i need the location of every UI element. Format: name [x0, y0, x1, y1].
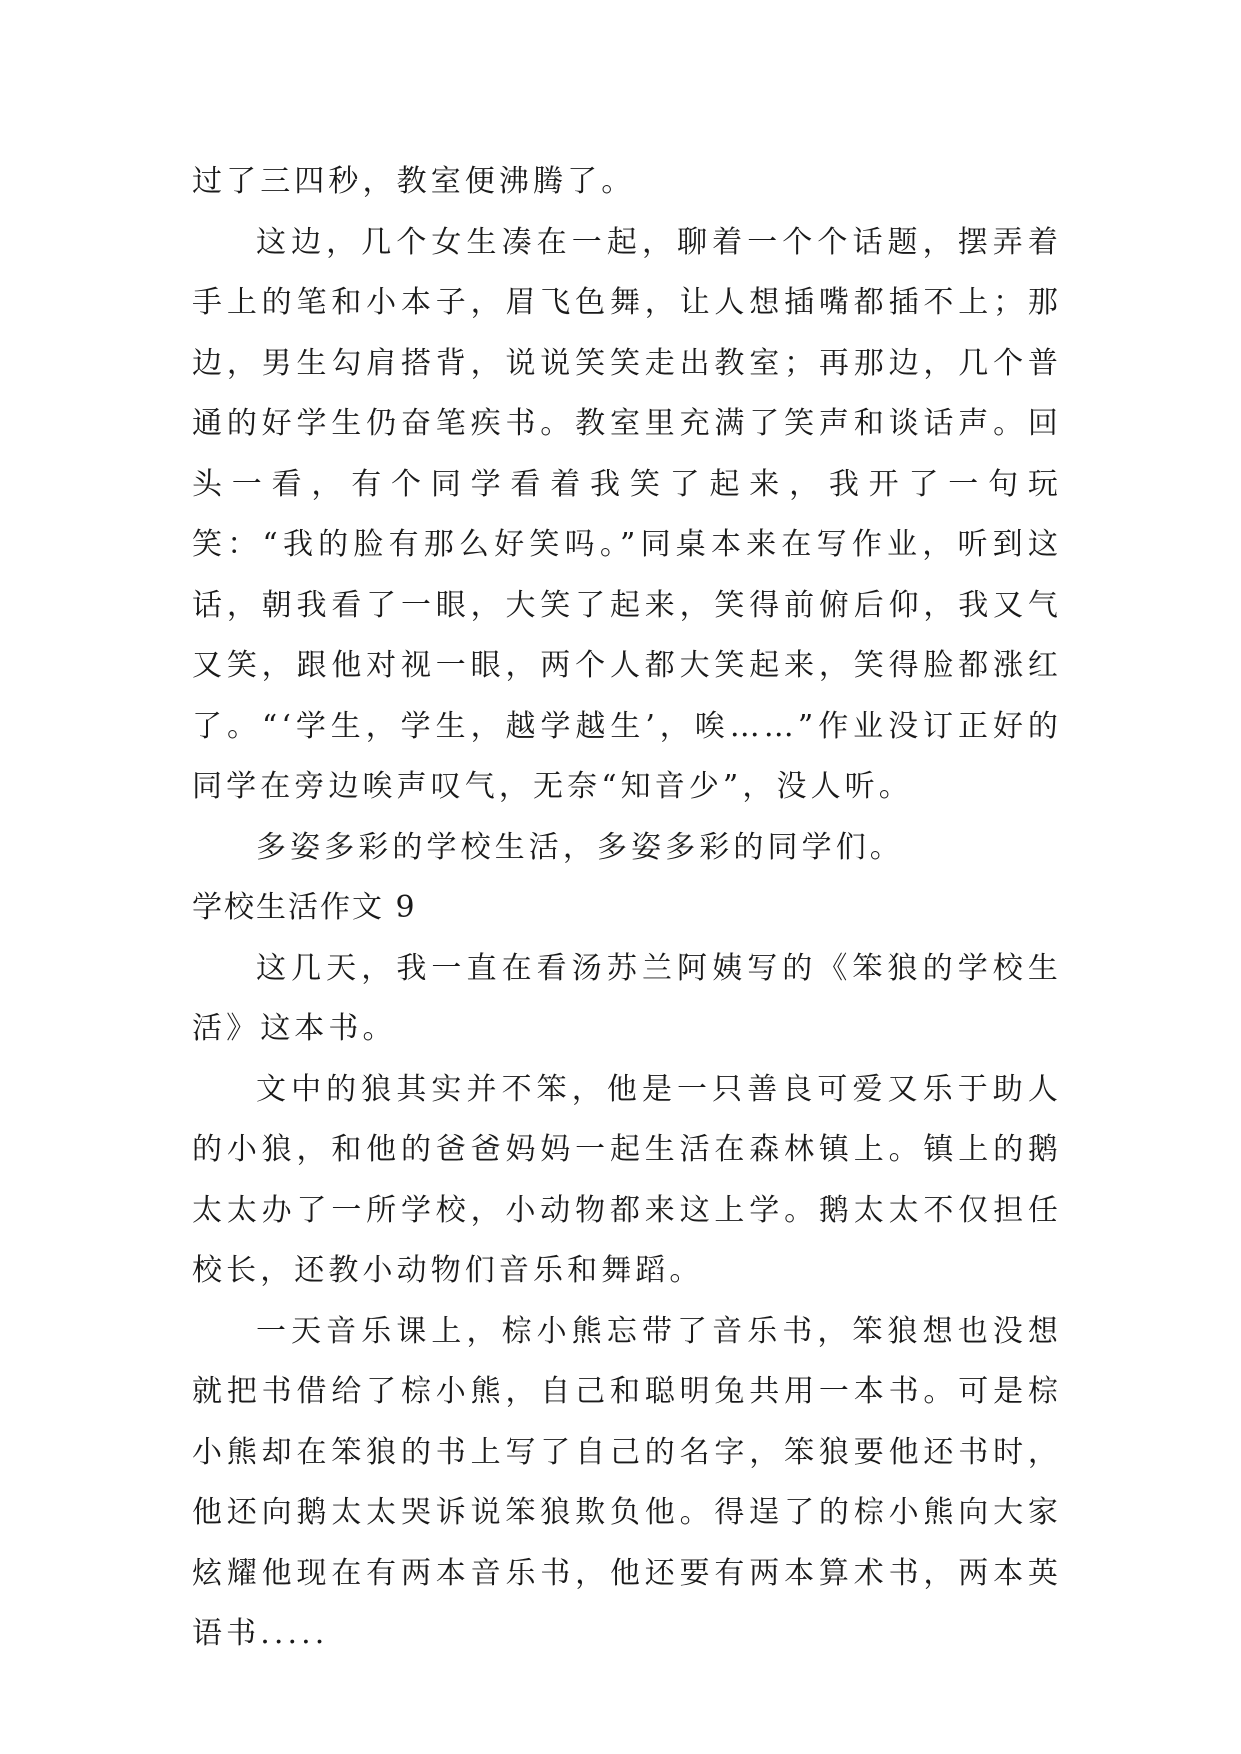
paragraph-classroom-scene: 这边，几个女生凑在一起，聊着一个个话题，摆弄着手上的笔和小本子，眉飞色舞，让人想插嘴都插不上；那边，男生勾肩搭背，说说笑笑走出教室；再那边，几个普通的好学生仍奋笔疾书。教室里充满了笑声和谈话声。回头一看，有个同学看着我笑了起来，我开了一句玩笑：“我的脸有那么好笑吗。”同桌本来在写作业，听到这话，朝我看了一眼，大笑了起来，笑得前俯后仰，我又气又笑，跟他对视一眼，两个人都大笑起来，笑得脸都涨红了。“‘学生，学生，越学越生’，唉……”作业没订正好的同学在旁边唉声叹气，无奈“知音少”，没人听。	[192, 224, 1062, 804]
paragraph-conclusion: 多姿多彩的学校生活，多姿多彩的同学们。	[256, 829, 904, 865]
section-heading: 学校生活作文 9	[192, 890, 417, 925]
document-body	[192, 152, 1062, 1665]
paragraph-music-class: 一天音乐课上，棕小熊忘带了音乐书，笨狼想也没想就把书借给了棕小熊，自己和聪明兔共用一本书。可是棕小熊却在笨狼的书上写了自己的名字，笨狼要他还书时，他还向鹅太太哭诉说笨狼欺负他。得逞了的棕小熊向大家炫耀他现在有两本音乐书，他还要有两本算术书，两本英语书.....	[192, 1313, 1062, 1651]
paragraph-wolf-description: 文中的狼其实并不笨，他是一只善良可爱又乐于助人的小狼，和他的爸爸妈妈一起生活在森林镇上。镇上的鹅太太办了一所学校，小动物都来这上学。鹅太太不仅担任校长，还教小动物们音乐和舞蹈。	[192, 1071, 1062, 1288]
paragraph-continuation: 过了三四秒，教室便沸腾了。	[192, 164, 636, 199]
paragraph-book-intro: 这几天，我一直在看汤苏兰阿姨写的《笨狼的学校生活》这本书。	[192, 950, 1062, 1046]
